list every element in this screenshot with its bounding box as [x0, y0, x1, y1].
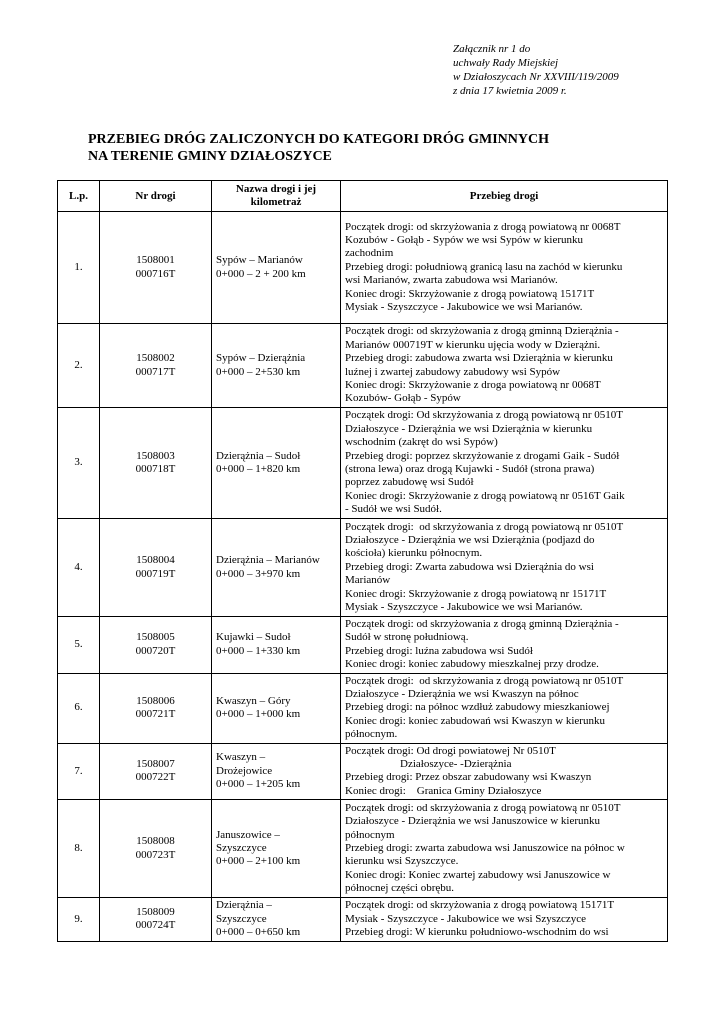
cell-lp: 1.: [58, 212, 100, 324]
cell-road-name: [212, 673, 341, 743]
road-number-line: 000723T: [135, 848, 176, 861]
road-number-line: 1508004: [136, 554, 175, 567]
road-course-line: Początek drogi: Od skrzyżowania z drogą powiatową nr 0510T: [345, 409, 623, 422]
road-course-line: Działoszyce - Dzierążnia we wsi Kwaszyn na północ: [345, 688, 579, 701]
road-name-line: Szyszczyce: [216, 912, 267, 925]
road-course-line: Mysiak - Szyszczyce - Jakubowice we wsi Marianów.: [345, 601, 583, 614]
cell-lp: 6.: [58, 673, 100, 743]
road-course-line: północnej części obrębu.: [345, 882, 455, 895]
road-name-line: Szyszczyce: [216, 842, 267, 855]
road-course-line: Marianów: [345, 574, 391, 587]
header-road-course: Przebieg drogi: [341, 181, 668, 212]
road-number-line: 000718T: [135, 463, 176, 475]
cell-road-name: [212, 324, 341, 408]
road-course-line: (strona lewa) oraz drogą Kujawki - Sudół (strona prawa): [345, 463, 595, 475]
road-name-line: Sypów – Dzierążnia: [216, 352, 306, 365]
cell-road-name: [212, 212, 341, 324]
table-header-row: [58, 181, 668, 212]
road-name-line: Januszowice –: [216, 828, 280, 841]
cell-road-number: [100, 743, 212, 800]
road-course-line: Sudół w stronę południową.: [345, 631, 469, 644]
road-course-line: Koniec drogi: Skrzyżowanie z drogą powiatową 15171T: [345, 287, 595, 300]
road-course-line: Koniec drogi: Skrzyżowanie z drogą powiatową nr 15171T: [345, 587, 607, 600]
cell-lp: 7.: [58, 743, 100, 800]
road-number-line: 1508006: [136, 694, 175, 707]
cell-road-number: [100, 898, 212, 941]
cell-road-name: [212, 408, 341, 519]
road-course-line: Przebieg drogi: południową granicą lasu na zachód w kierunku: [345, 260, 623, 273]
annex-note: [453, 42, 619, 98]
road-name-line: 0+000 – 0+650 km: [216, 926, 301, 939]
road-course-line: Koniec drogi: koniec zabudowań wsi Kwaszyn w kierunku: [345, 714, 605, 727]
road-number-line: 000719T: [135, 567, 176, 580]
road-course-line: Początek drogi: od skrzyżowania z drogą gminną Dzierążnia -: [345, 618, 619, 630]
cell-road-number: [100, 519, 212, 617]
road-number-line: 000717T: [135, 365, 176, 378]
cell-road-course: [341, 800, 668, 898]
road-course-line: Mysiak - Szyszczyce - Jakubowice we wsi Szyszczyce: [345, 912, 586, 925]
road-course-line: Działoszyce - Dzierążnia we wsi Januszowice w kierunku: [345, 815, 601, 828]
road-name-line: Dzierążnia – Marianów: [216, 554, 320, 567]
cell-road-name: [212, 617, 341, 674]
road-course-line: Kozubów - Gołąb - Sypów we wsi Sypów w kierunku: [345, 233, 584, 246]
road-course-line: wschodnim (zakręt do wsi Sypów): [345, 436, 498, 449]
road-course-line: północnym.: [345, 728, 398, 741]
annex-line: Załącznik nr 1 do: [453, 43, 531, 55]
document-title: [88, 131, 549, 165]
road-name-line: Dzierążnia –: [216, 899, 272, 912]
road-course-line: Przebieg drogi: luźna zabudowa wsi Sudół: [345, 644, 533, 657]
cell-road-number: [100, 800, 212, 898]
header-road-name: [212, 181, 341, 212]
road-number-line: 1508001: [136, 254, 175, 267]
cell-road-course: [341, 673, 668, 743]
road-course-line: Początek drogi: od skrzyżowania z drogą gminną Dzierążnia -: [345, 325, 619, 338]
road-number-line: 000720T: [135, 644, 176, 657]
table-row: [58, 324, 668, 408]
table-row: [58, 800, 668, 898]
cell-road-course: [341, 212, 668, 324]
cell-road-course: [341, 519, 668, 617]
road-course-line: Początek drogi: Od drogi powiatowej Nr 0510T: [345, 744, 556, 757]
road-number-line: 000721T: [135, 708, 176, 721]
header-road-name-line: Nazwa drogi i jej: [235, 183, 317, 195]
cell-road-course: [341, 408, 668, 519]
annex-line: z dnia 17 kwietnia 2009 r.: [453, 85, 567, 97]
road-name-line: 0+000 – 1+205 km: [216, 778, 301, 791]
road-course-line: Początek drogi: od skrzyżowania z drogą powiatową 15171T: [345, 899, 615, 912]
cell-road-course: [341, 898, 668, 941]
road-number-line: 1508009: [136, 905, 175, 918]
road-name-line: Kwaszyn –: [216, 751, 266, 764]
cell-lp: 5.: [58, 617, 100, 674]
road-course-line: wsi Marianów, zwarta zabudowa wsi Marianów.: [345, 274, 558, 287]
road-course-line: północnym: [345, 828, 395, 841]
road-course-line: Koniec drogi: Skrzyżowanie z droga powiatową nr 0068T: [345, 378, 601, 391]
road-course-line: Marianów 000719T w kierunku ujęcia wody w Dzierążni.: [345, 338, 601, 351]
road-course-line: Przebieg drogi: Przez obszar zabudowany wsi Kwaszyn: [345, 771, 592, 784]
header-lp: L.p.: [58, 181, 100, 212]
table-body: [58, 212, 668, 942]
road-number-line: 1508002: [136, 352, 175, 365]
road-course-line: Przebieg drogi: Zwarta zabudowa wsi Dzierążnia do wsi: [345, 560, 594, 573]
road-course-line: Początek drogi: od skrzyżowania z drogą powiatową nr 0068T: [345, 220, 621, 233]
annex-line: uchwały Rady Miejskiej: [453, 57, 559, 69]
road-number-line: 000722T: [135, 771, 176, 784]
road-course-line: luźnej i zwartej zabudowy zabudowy wsi Sypów: [345, 365, 561, 378]
road-course-line: zachodnim: [345, 247, 394, 260]
cell-road-number: [100, 673, 212, 743]
road-course-line: Początek drogi: od skrzyżowania z drogą powiatową nr 0510T: [345, 674, 624, 687]
table-row: [58, 617, 668, 674]
cell-road-course: [341, 324, 668, 408]
cell-road-number: [100, 617, 212, 674]
road-name-line: 0+000 – 2 + 200 km: [216, 267, 306, 280]
road-course-line: Kozubów- Gołąb - Sypów: [345, 392, 461, 405]
header-road-name-line: kilometraż: [250, 196, 302, 208]
cell-lp: 2.: [58, 324, 100, 408]
cell-road-number: [100, 324, 212, 408]
table-row: [58, 519, 668, 617]
cell-road-name: [212, 519, 341, 617]
cell-lp: 9.: [58, 898, 100, 941]
road-name-line: Dzierążnia – Sudoł: [216, 449, 301, 462]
road-course-line: Przebieg drogi: zwarta zabudowa wsi Januszowice na północ w: [345, 842, 625, 855]
road-course-line: - Sudół we wsi Sudół.: [345, 503, 442, 516]
title-line: PRZEBIEG DRÓG ZALICZONYCH DO KATEGORI DRÓG GMINNYCH: [88, 132, 550, 147]
cell-road-number: [100, 212, 212, 324]
cell-road-name: [212, 898, 341, 941]
header-road-number: Nr drogi: [100, 181, 212, 212]
road-number-line: 1508007: [136, 758, 175, 771]
road-course-line: Początek drogi: od skrzyżowania z drogą powiatową nr 0510T: [345, 520, 624, 533]
road-course-line: Przebieg drogi: na północ wzdłuż zabudowy mieszkaniowej: [345, 701, 610, 714]
table-row: [58, 673, 668, 743]
cell-road-course: [341, 617, 668, 674]
road-name-line: Kwaszyn – Góry: [216, 694, 291, 707]
road-name-line: 0+000 – 2+100 km: [216, 855, 301, 868]
road-course-line: Koniec drogi: Skrzyżowanie z drogą powiatową nr 0516T Gaik: [345, 489, 625, 502]
road-course-line: poprzez zabudowę wsi Sudół: [345, 476, 474, 489]
road-course-line: Koniec drogi: Koniec zwartej zabudowy wsi Januszowice w: [345, 868, 611, 881]
table-row: [58, 743, 668, 800]
table-row: [58, 408, 668, 519]
road-course-line: kierunku wsi Szyszczyce.: [345, 855, 459, 868]
title-line: NA TERENIE GMINY DZIAŁOSZYCE: [88, 149, 332, 164]
road-name-line: Sypów – Marianów: [216, 254, 303, 267]
cell-lp: 4.: [58, 519, 100, 617]
road-name-line: 0+000 – 2+530 km: [216, 365, 301, 378]
road-number-line: 000716T: [135, 267, 176, 280]
road-name-line: Drożejowice: [216, 764, 273, 777]
road-name-line: 0+000 – 1+820 km: [216, 463, 301, 475]
road-number-line: 1508005: [136, 631, 175, 644]
road-number-line: 000724T: [135, 919, 176, 932]
road-name-line: 0+000 – 1+330 km: [216, 644, 301, 657]
cell-road-number: [100, 408, 212, 519]
road-course-line: Działoszyce - Dzierążnia we wsi Dzierążnia (podjazd do: [345, 533, 595, 546]
road-course-line: Mysiak - Szyszczyce - Jakubowice we wsi Marianów.: [345, 301, 583, 314]
road-course-line: Przebieg drogi: poprzez skrzyżowanie z drogami Gaik - Sudół: [345, 449, 620, 462]
cell-lp: 3.: [58, 408, 100, 519]
road-name-line: 0+000 – 1+000 km: [216, 708, 301, 721]
road-course-line: Działoszyce- -Dzierążnia: [345, 758, 512, 771]
cell-road-name: [212, 743, 341, 800]
road-course-line: Przebieg drogi: W kierunku południowo-wschodnim do wsi: [345, 926, 609, 939]
road-course-line: Przebieg drogi: zabudowa zwarta wsi Dzierążnia w kierunku: [345, 352, 613, 365]
road-course-line: Początek drogi: od skrzyżowania z drogą powiatową nr 0510T: [345, 801, 621, 814]
cell-road-course: [341, 743, 668, 800]
road-course-line: kościoła) kierunku północnym.: [345, 547, 483, 560]
cell-lp: 8.: [58, 800, 100, 898]
road-course-line: Koniec drogi: koniec zabudowy mieszkalnej przy drodze.: [345, 658, 599, 671]
cell-road-name: [212, 800, 341, 898]
table-row: [58, 212, 668, 324]
road-name-line: Kujawki – Sudoł: [216, 631, 291, 644]
annex-line: w Działoszycach Nr XXVIII/119/2009: [453, 71, 619, 83]
roads-table: [57, 180, 668, 942]
road-name-line: 0+000 – 3+970 km: [216, 567, 301, 580]
road-number-line: 1508003: [136, 449, 175, 462]
road-course-line: Koniec drogi: Granica Gminy Działoszyce: [345, 784, 542, 797]
road-course-line: Działoszyce - Dzierążnia we wsi Dzierążnia w kierunku: [345, 422, 593, 435]
table-row: [58, 898, 668, 941]
road-number-line: 1508008: [136, 835, 175, 848]
